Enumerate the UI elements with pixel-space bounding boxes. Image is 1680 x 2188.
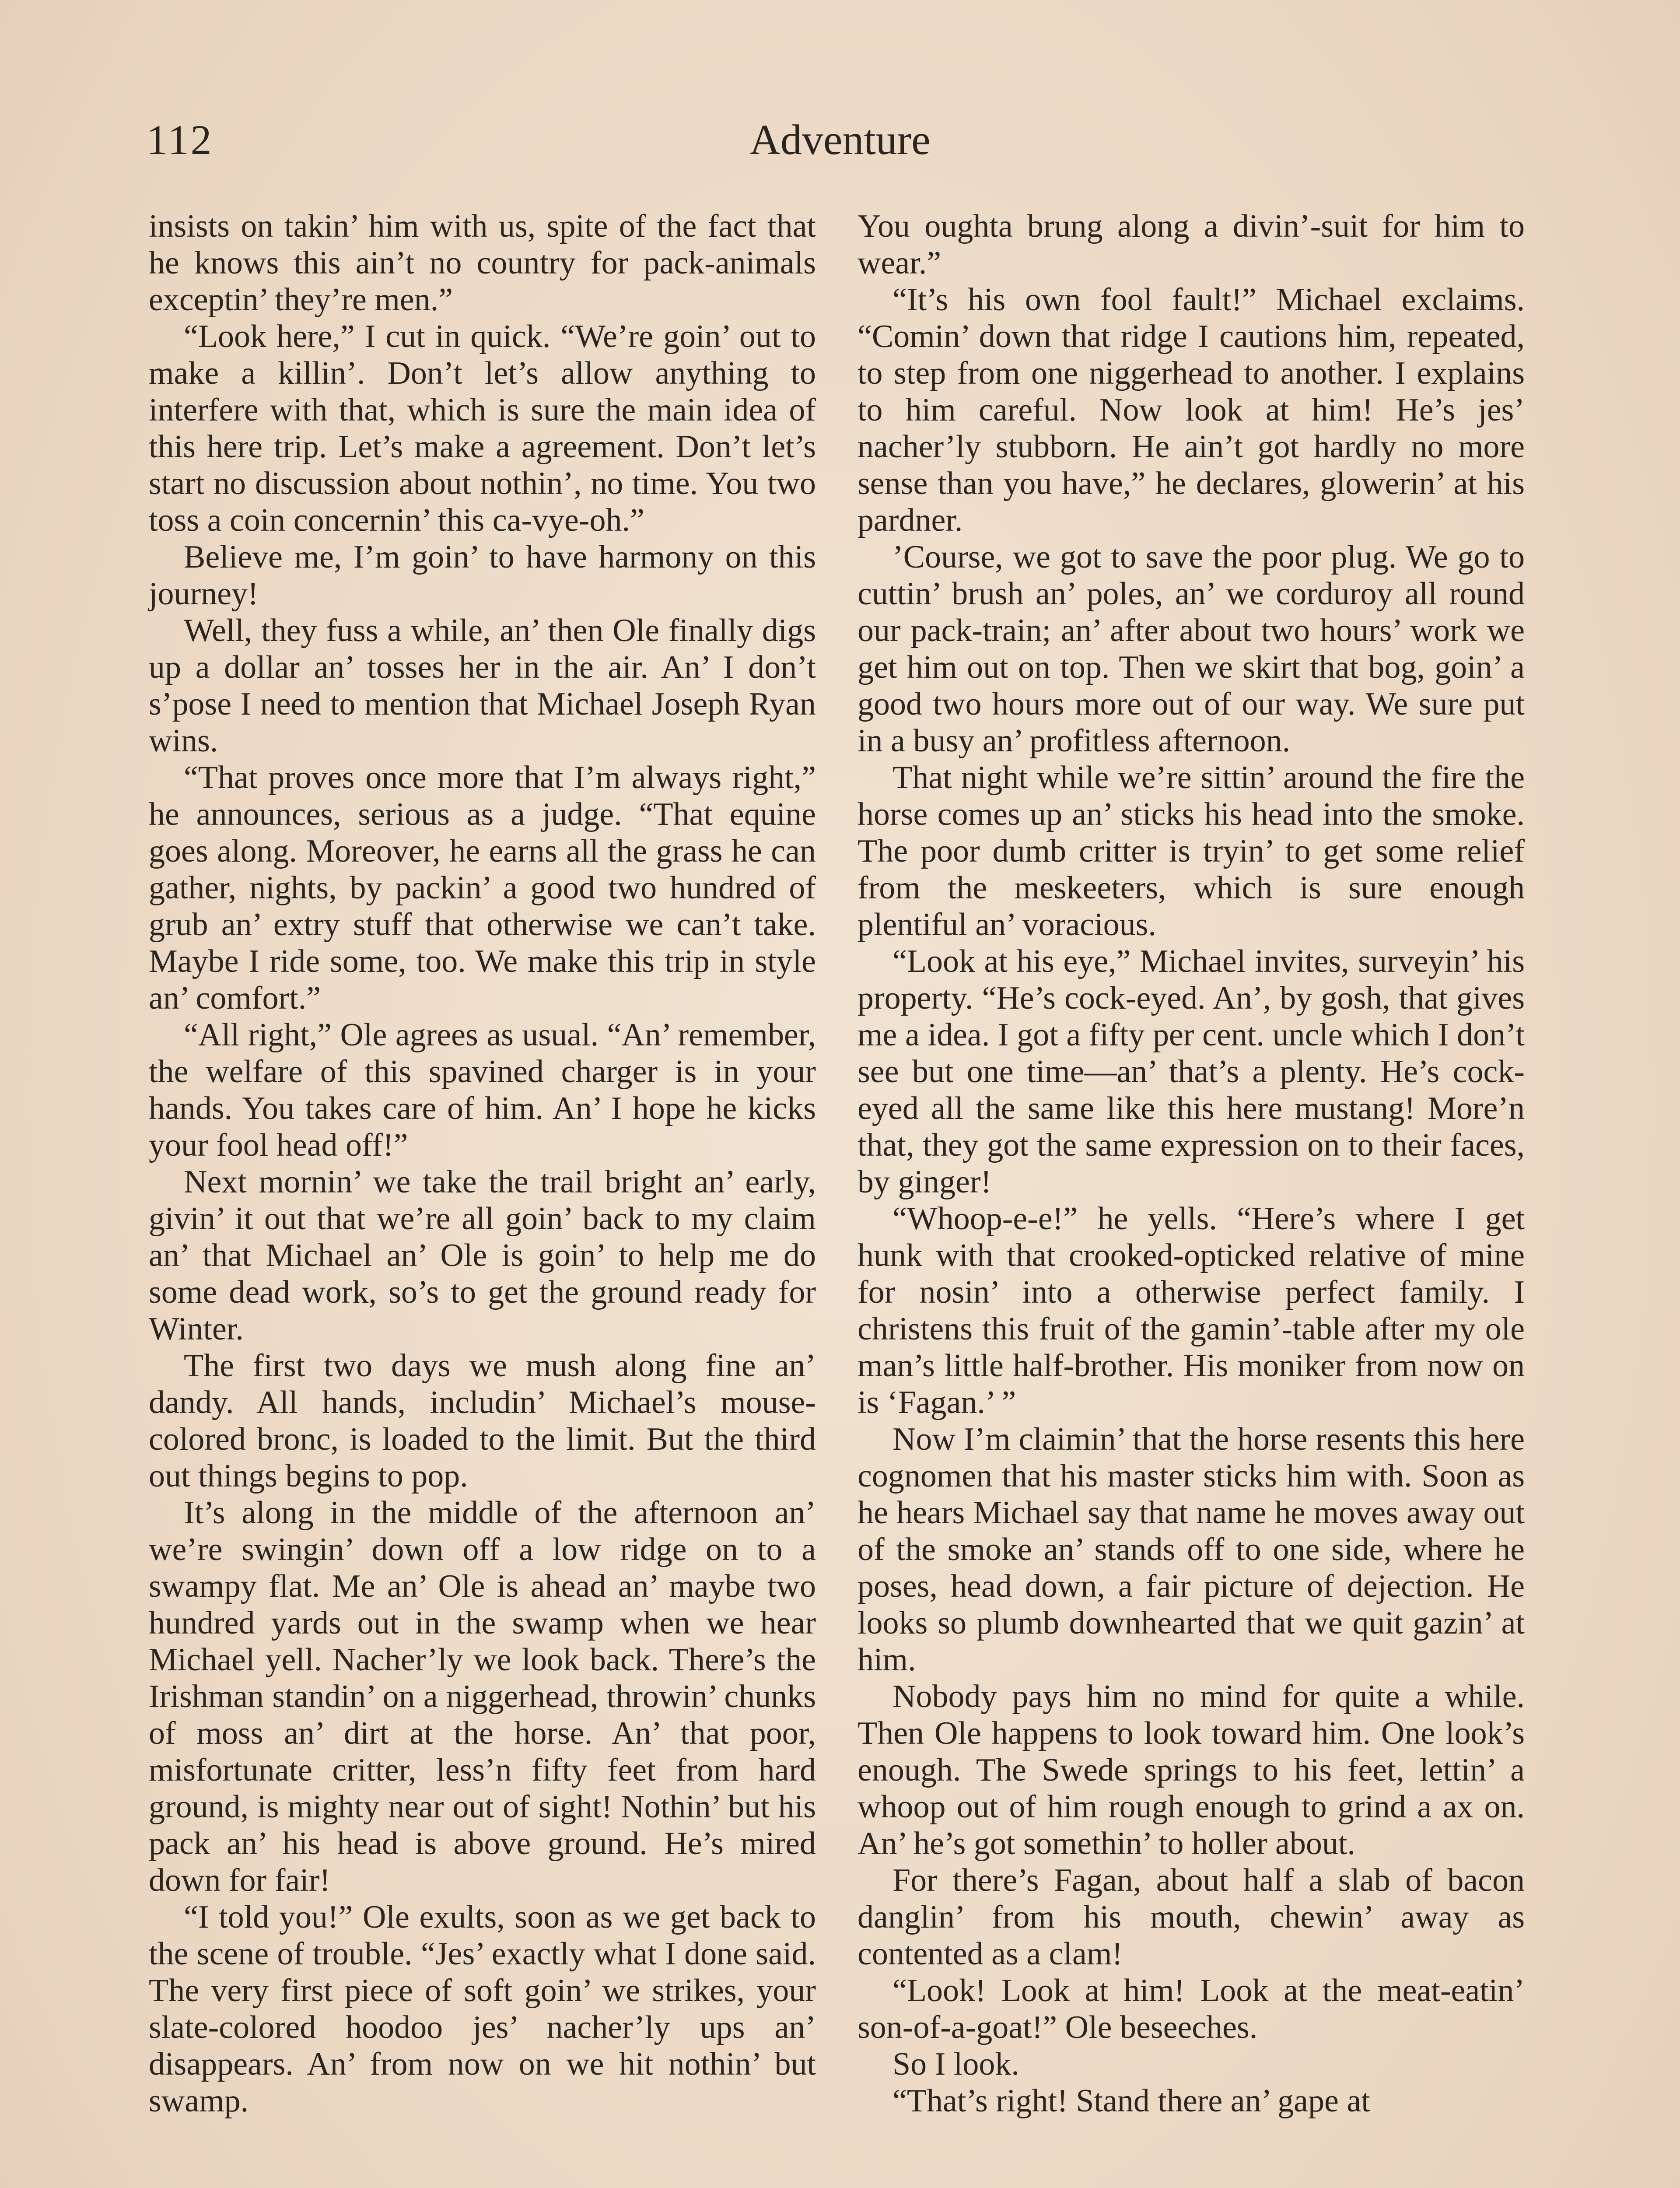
page-number: 112 — [147, 116, 214, 163]
paragraph: Nobody pays him no mind for quite a while. Then Ole happens to look toward him. One look’s enough. The Swede springs to his feet, lettin’ a whoop out of him rough enough to grind a ax on. An’ he’s got somethin’ to holler about. — [858, 1679, 1525, 1862]
paragraph: “It’s his own fool fault!” Michael exclaims. “Comin’ down that ridge I cautions him, repeated, to step from one niggerhead to another. I explains to him careful. Now look at him! He’s jes’ nacher’ly stubborn. He ain’t got hardly no more sense than you have,” he declares, glowerin’ at his pardner. — [858, 282, 1525, 538]
paragraph: “All right,” Ole agrees as usual. “An’ remember, the welfare of this spavined charger is in your hands. You takes care of him. An’ I hope he kicks your fool head off!” — [149, 1017, 816, 1163]
paragraph: “Look here,” I cut in quick. “We’re goin’ out to make a killin’. Don’t let’s allow anything to interfere with that, which is sure the main idea of this here trip. Let’s make a agreement. Don’t let’s start no discussion about nothin’, no time. You two toss a coin concernin’ this ca-vye-oh.” — [149, 319, 816, 538]
left-column — [149, 208, 816, 2119]
paragraph: Now I’m claimin’ that the horse resents this here cognomen that his master sticks him with. Soon as he hears Michael say that name he moves away out of the smoke an’ stands off to one side, where he poses, head down, a fair picture of dejection. He looks so plumb downhearted that we quit gazin’ at him. — [858, 1421, 1525, 1678]
paragraph: So I look. — [892, 2046, 1019, 2082]
right-column — [858, 208, 1525, 2119]
paragraph: It’s along in the middle of the afternoon an’ we’re swingin’ down off a low ridge on to a swampy flat. Me an’ Ole is ahead an’ maybe two hundred yards out in the swamp when we hear Michael yell. Nacher’ly we look back. There’s the Irishman standin’ on a niggerhead, throwin’ chunks of moss an’ dirt at the horse. An’ that poor, misfortunate critter, less’n fifty feet from hard ground, is mighty near out of sight! Nothin’ but his pack an’ his head is above ground. He’s mired down for fair! — [149, 1495, 816, 1898]
running-title: Adventure — [749, 116, 931, 164]
paragraph: “That proves once more that I’m always right,” he announces, serious as a judge. “That equine goes along. Moreover, he earns all the grass he can gather, nights, by packin’ a good two hundred of grub an’ extry stuff that otherwise we can’t take. Maybe I ride some, too. We make this trip in style an’ comfort.” — [149, 760, 816, 1016]
paragraph: “Look at his eye,” Michael invites, surveyin’ his property. “He’s cock-eyed. An’, by gosh, that gives me a idea. I got a fifty per cent. uncle which I don’t see but one time—an’ that’s a plenty. He’s cock-eyed all the same like this here mustang! More’n that, they got the same expression on to their faces, by ginger! — [858, 943, 1525, 1200]
paragraph: “I told you!” Ole exults, soon as we get back to the scene of trouble. “Jes’ exactly what I done said. The very first piece of soft goin’ we strikes, your slate-colored hoodoo jes’ nacher’ly ups an’ disappears. An’ from now on we hit nothin’ but swamp. — [149, 1899, 816, 2119]
page-header — [0, 112, 1680, 168]
paragraph: For there’s Fagan, about half a slab of bacon danglin’ from his mouth, chewin’ away as contented as a clam! — [858, 1862, 1525, 1972]
paragraph: You oughta brung along a divin’-suit for him to wear.” — [858, 208, 1525, 281]
paragraph: Believe me, I’m goin’ to have harmony on this journey! — [149, 539, 816, 612]
paragraph: That night while we’re sittin’ around the fire the horse comes up an’ sticks his head into the smoke. The poor dumb critter is tryin’ to get some relief from the meskeeters, which is sure enough plentiful an’ voracious. — [858, 760, 1525, 943]
paragraph: Well, they fuss a while, an’ then Ole finally digs up a dollar an’ tosses her in the air. An’ I don’t s’pose I need to mention that Michael Joseph Ryan wins. — [149, 613, 816, 759]
paragraph: “Look! Look at him! Look at the meat-eatin’ son-of-a-goat!” Ole beseeches. — [858, 1973, 1525, 2045]
paragraph: insists on takin’ him with us, spite of the fact that he knows this ain’t no country for pack-animals exceptin’ they’re men.” — [149, 208, 816, 318]
paragraph: Next mornin’ we take the trail bright an’ early, givin’ it out that we’re all goin’ back to my claim an’ that Michael an’ Ole is goin’ to help me do some dead work, so’s to get the ground ready for Winter. — [149, 1164, 816, 1347]
paragraph: The first two days we mush along fine an’ dandy. All hands, includin’ Michael’s mouse-colored bronc, is loaded to the limit. But the third out things begins to pop. — [149, 1348, 816, 1494]
paragraph: ’Course, we got to save the poor plug. We go to cuttin’ brush an’ poles, an’ we corduroy all round our pack-train; an’ after about two hours’ work we get him out on top. Then we skirt that bog, goin’ a good two hours more out of our way. We sure put in a busy an’ profitless afternoon. — [858, 539, 1525, 759]
paragraph: “That’s right! Stand there an’ gape at — [892, 2083, 1370, 2119]
paragraph: “Whoop-e-e!” he yells. “Here’s where I get hunk with that crooked-opticked relative of mine for nosin’ into a otherwise perfect family. I christens this fruit of the gamin’-table after my ole man’s little half-brother. His moniker from now on is ‘Fagan.’ ” — [858, 1201, 1525, 1420]
